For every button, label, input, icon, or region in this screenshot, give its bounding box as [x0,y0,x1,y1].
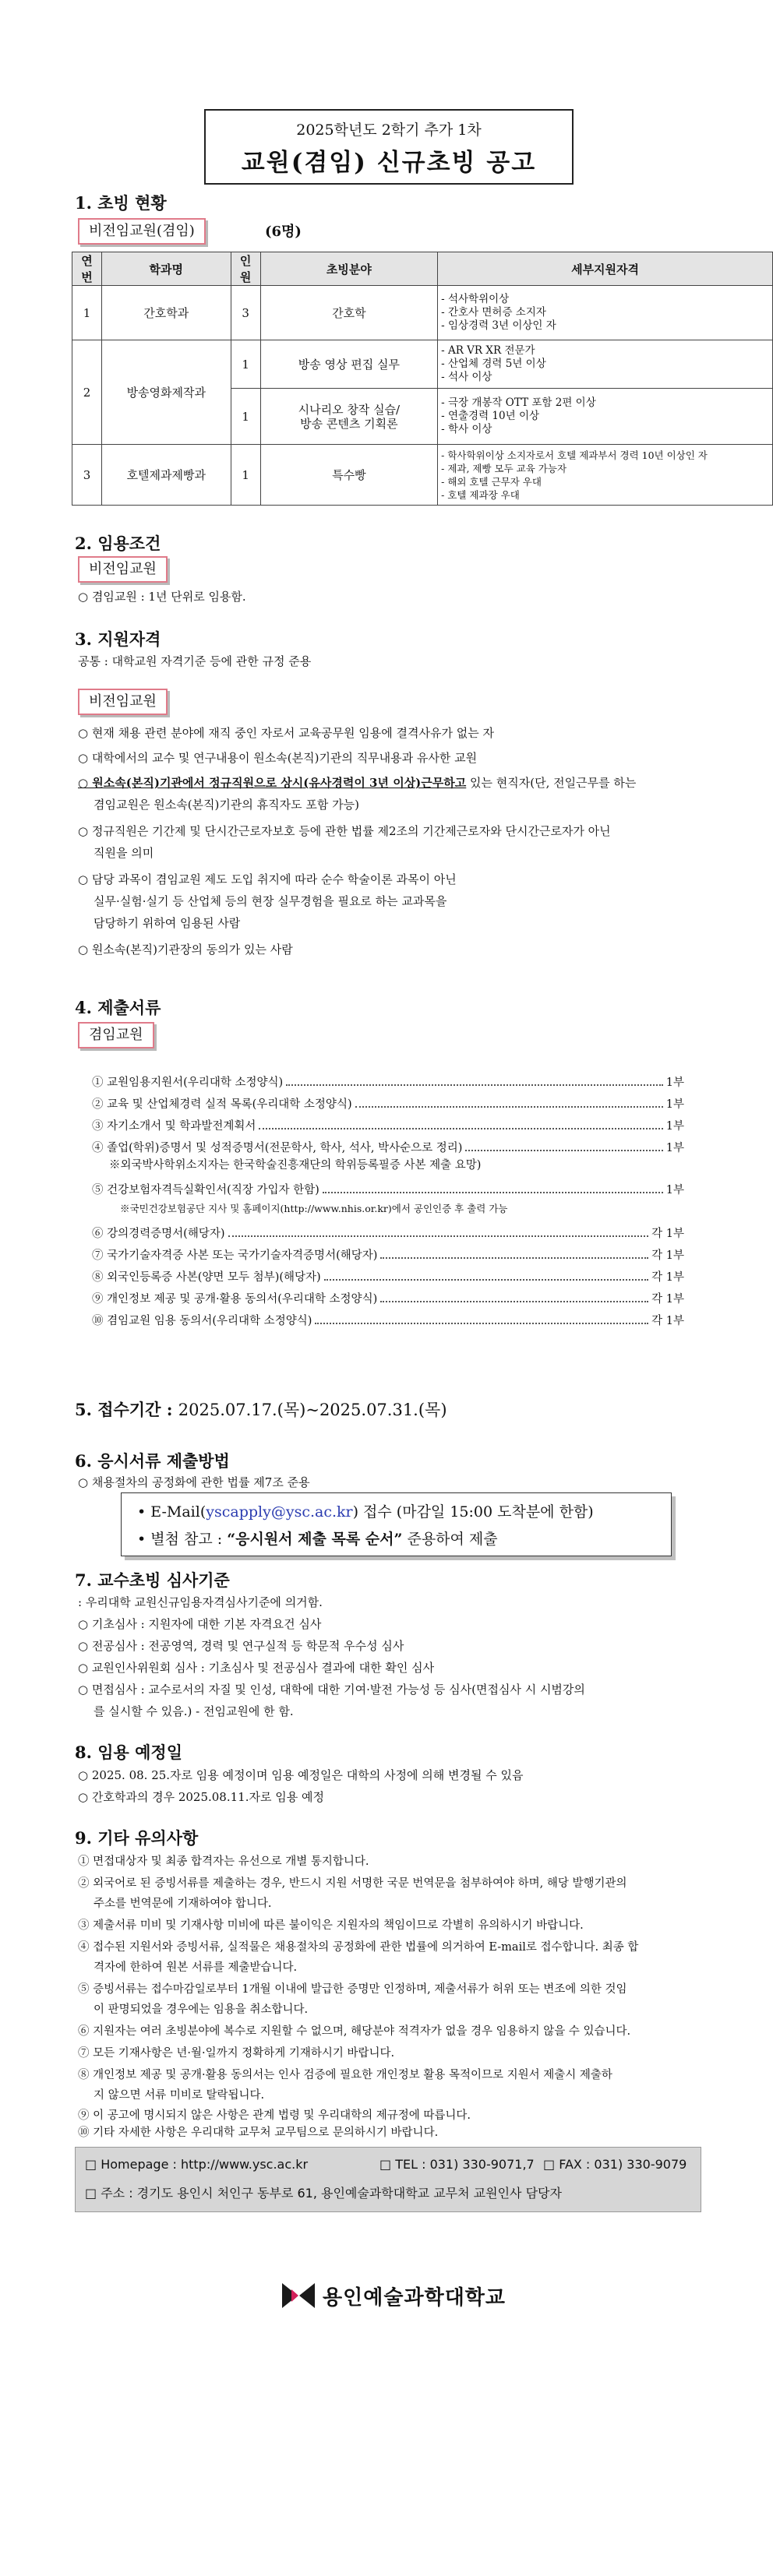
qualification-line: - 임상경력 3년 이상인 자 [441,319,556,332]
contact-box [75,2147,701,2212]
attachment-suffix: 준용하여 제출 [402,1531,498,1548]
th-qualification: 세부지원자격 [438,252,773,286]
document-item [92,1246,684,1263]
s7-line: ○ 기초심사 : 지원자에 대한 기본 자격요건 심사 [78,1617,322,1631]
document-name: ⑨ 개인정보 제공 및 공개·활용 동의서(우리대학 소정양식) [92,1293,378,1306]
qualification-line: - 석사학위이상 [441,293,510,305]
cell-field: 방송 영상 편집 실무 [260,340,438,389]
university-logo-text: 용인예술과학대학교 [323,2285,507,2310]
document-note [109,1156,684,1172]
document-item [92,1181,684,1197]
leader-dots [228,1228,649,1237]
s7-line: ○ 면접심사 : 교수로서의 자질 및 인성, 대학에 대한 기여·발전 가능성 등 심사(면접심사 시 시범강의 [78,1683,585,1697]
qualification-line: - 연출경력 10년 이상 [441,410,540,422]
leader-dots [380,1249,648,1259]
s3-common: 공통 : 대학교원 자격기준 등에 관한 규정 준용 [78,654,312,668]
cell-no: 2 [72,340,102,445]
th-no: 연번 [72,252,102,286]
tag-non-fulltime: 비전임교원 [78,689,168,715]
note-item-cont: 주소를 번역문에 기재하여야 합니다. [94,1898,272,1910]
email-prefix: • E-Mail( [137,1503,206,1521]
homepage-link[interactable]: □ Homepage : http://www.ysc.ac.kr [85,2157,309,2172]
document-list [92,1073,684,1338]
document-name: ④ 졸업(학위)증명서 및 성적증명서(전문학사, 학사, 석사, 박사순으로 정리) [92,1142,463,1154]
field-line: 시나리오 창작 실습/ [298,402,401,417]
table-row [72,340,773,389]
note-item: ⑤ 증빙서류는 접수마감일로부터 1개월 이내에 발급한 증명만 인정하며, 제출서류가 허위 또는 변조에 의한 것임 [78,1983,627,1996]
document-item [92,1268,684,1284]
th-dept: 학과명 [101,252,231,286]
cell-count: 1 [231,389,260,445]
note-item: ① 면접대상자 및 최종 합격자는 유선으로 개별 통지합니다. [78,1855,369,1868]
s3-item-cont: 겸임교원은 원소속(본직)기관의 휴직자도 포함 가능) [94,798,359,812]
document-count: 각 1부 [651,1293,684,1306]
position-count: (6명) [265,224,302,240]
tag-non-fulltime-adjunct: 비전임교원(겸임) [78,218,206,245]
s3-item-cont: 실무·실험·실기 등 산업체 등의 현장 실무경험을 필요로 하는 교과목을 [94,894,447,908]
cell-count: 1 [231,340,260,389]
document-item [92,1073,684,1090]
address-info: □ 주소 : 경기도 용인시 처인구 동부로 61, 용인예술과학대학교 교무처 교원인사 담당자 [85,2186,562,2201]
email-line [137,1500,594,1521]
section-5-label: 5. 접수기간 : [75,1400,178,1419]
email-address-link[interactable]: yscapply@ysc.ac.kr [206,1503,353,1521]
s3-item: ○ 원소속(본직)기관장의 동의가 있는 사람 [78,943,293,957]
s3-item: ○ 현재 채용 관련 분야에 재직 중인 자로서 교육공무원 임용에 결격사유가 없는 자 [78,726,494,740]
document-name: ⑧ 외국인등록증 사본(양면 모두 첨부)(해당자) [92,1271,321,1284]
document-item [92,1225,684,1241]
cell-dept: 간호학과 [101,286,231,340]
section-3-title: 3. 지원자격 [75,629,161,649]
s3-item-cont: 담당하기 위하여 임용된 사람 [94,916,241,930]
qualification-line: - 학사학위이상 소지자로서 호텔 제과부서 경력 10년 이상인 자 [441,449,708,461]
document-name: ① 교원임용지원서(우리대학 소정양식) [92,1077,284,1089]
leader-dots [324,1271,648,1281]
th-field: 초빙분야 [260,252,438,286]
cell-qualification [438,340,773,389]
qualification-line: - 석사 이상 [441,371,492,383]
table-row [72,286,773,340]
section-4-title: 4. 제출서류 [75,998,161,1017]
leader-dots [286,1077,663,1086]
document-count: 1부 [665,1142,684,1154]
document-name: ③ 자기소개서 및 학과발전계획서 [92,1120,256,1133]
document-count: 각 1부 [651,1271,684,1284]
cell-field: 특수빵 [260,445,438,506]
s6-line: ○ 채용절차의 공정화에 관한 법률 제7조 준용 [78,1475,310,1489]
note-item: ⑥ 지원자는 여러 초빙분야에 복수로 지원할 수 없으며, 해당분야 적격자가 없을 경우 임용하지 않을 수 있습니다. [78,2025,631,2038]
note-item-cont: 지 않으면 서류 미비로 탈락됩니다. [94,2089,265,2102]
qualification-line: - 해외 호텔 근무자 우대 [441,475,542,488]
qualification-line: - 간호사 면허증 소지자 [441,306,546,319]
document-item [92,1117,684,1133]
s3-item: ○ 담당 과목이 겸임교원 제도 도입 취지에 따라 순수 학술이론 과목이 아닌 [78,872,457,886]
submission-box [121,1492,672,1556]
document-count: 1부 [665,1120,684,1133]
university-logo-icon [281,2280,316,2311]
note-item-cont: 이 판명되었을 경우에는 임용을 취소합니다. [94,2003,309,2016]
cell-count: 3 [231,286,260,340]
document-note-text: ※국민건강보험공단 지사 및 홈페이지(http://www.nhis.or.kr)에서 공인인증 후 출력 가능 [120,1203,508,1214]
s3-item-rest: 있는 현직자(단, 전일근무를 하는 [466,776,637,790]
qualification-line: - AR VR XR 전문가 [441,344,535,357]
fax-info: □ FAX : 031) 330-9079 [543,2157,687,2172]
field-line: 방송 콘텐츠 기획론 [300,416,398,431]
leader-dots [259,1120,662,1129]
document-name: ⑦ 국가기술자격증 사본 또는 국가기술자격증명서(해당자) [92,1249,378,1262]
header-title: 교원(겸임) 신규초빙 공고 [241,149,537,177]
s7-line: ○ 전공심사 : 전공영역, 경력 및 연구실적 등 학문적 우수성 심사 [78,1639,404,1653]
s3-item: ○ 정규직원은 기간제 및 단시간근로자보호 등에 관한 법률 제2조의 기간제근로자와 단시간근로자가 아닌 [78,824,611,838]
note-item: ⑦ 모든 기재사항은 년·월·일까지 정확하게 기재하시기 바랍니다. [78,2047,395,2060]
document-count: 각 1부 [651,1315,684,1327]
document-count: 1부 [665,1077,684,1089]
cell-no: 1 [72,286,102,340]
cell-qualification [438,286,773,340]
header-subtitle: 2025학년도 2학기 추가 1차 [296,122,482,139]
s8-line: ○ 2025. 08. 25.자로 임용 예정이며 임용 예정일은 대학의 사정에 의해 변경될 수 있음 [78,1768,524,1782]
attachment-line [137,1528,498,1549]
s3-item-cont: 직원을 의미 [94,846,154,860]
note-item: ⑩ 기타 자세한 사항은 우리대학 교무처 교무팀으로 문의하시기 바랍니다. [78,2127,439,2139]
section-2-title: 2. 임용조건 [75,534,161,553]
th-count: 인원 [231,252,260,286]
document-count: 각 1부 [651,1249,684,1262]
tel-info: □ TEL : 031) 330-9071,7 [379,2157,535,2172]
s2-line: ○ 겸임교원 : 1년 단위로 임용함. [78,590,246,604]
document-note-text: ※외국박사학위소지자는 한국학술진흥재단의 학위등록필증 사본 제출 요망) [109,1159,482,1172]
header-box [204,109,574,185]
attachment-emphasis: “응시원서 제출 목록 순서” [227,1531,403,1548]
note-item: ② 외국어로 된 증빙서류를 제출하는 경우, 반드시 지원 서명한 국문 번역문을 첨부하여야 하며, 해당 발행기관의 [78,1877,627,1890]
cell-qualification [438,389,773,445]
qualification-line: - 산업체 경력 5년 이상 [441,358,546,370]
cell-no: 3 [72,445,102,506]
application-period: 2025.07.17.(목)~2025.07.31.(목) [178,1401,447,1419]
document-count: 1부 [665,1098,684,1111]
cell-field [260,389,438,445]
document-name: ⑩ 겸임교원 임용 동의서(우리대학 소정양식) [92,1315,312,1327]
note-item: ⑧ 개인정보 제공 및 공개·활용 동의서는 인사 검증에 필요한 개인정보 활용 목적이므로 지원서 제출시 제출하 [78,2069,612,2081]
leader-dots [315,1315,648,1324]
s3-item [78,774,636,791]
section-9-title: 9. 기타 유의사항 [75,1828,199,1848]
section-1-title: 1. 초빙 현황 [75,193,167,213]
leader-dots [380,1293,648,1302]
document-name: ⑤ 건강보험자격득실확인서(직장 가입자 한함) [92,1184,319,1196]
cell-dept: 호텔제과제빵과 [101,445,231,506]
section-5-title [75,1397,447,1421]
section-8-title: 8. 임용 예정일 [75,1743,182,1762]
document-name: ⑥ 강의경력증명서(해당자) [92,1228,225,1240]
qualification-line: - 호텔 제과장 우대 [441,488,520,501]
positions-table [72,252,773,506]
leader-dots [465,1142,662,1151]
qualification-line: - 제과, 제빵 모두 교육 가능자 [441,462,567,474]
cell-qualification [438,445,773,506]
email-suffix: ) 접수 (마감일 15:00 도착분에 한함) [352,1503,594,1521]
table-row [72,445,773,506]
cell-field: 간호학 [260,286,438,340]
leader-dots [323,1184,663,1193]
section-7-title: 7. 교수초빙 심사기준 [75,1570,230,1590]
s3-item-emphasis: ○ 원소속(본직)기관에서 정규직원으로 상시(유사경력이 3년 이상)근무하고 [78,776,467,790]
note-item-cont: 격자에 한하여 원본 서류를 제출받습니다. [94,1961,298,1974]
attachment-prefix: • 별첨 참고 : [137,1531,228,1548]
s7-line: ○ 교원인사위원회 심사 : 기초심사 및 전공심사 결과에 대한 확인 심사 [78,1661,435,1675]
qualification-line: - 극장 개봉작 OTT 포함 2편 이상 [441,396,596,409]
document-name: ② 교육 및 산업체경력 실적 목록(우리대학 소정양식) [92,1098,352,1111]
cell-dept: 방송영화제작과 [101,340,231,445]
note-item: ④ 접수된 지원서와 증빙서류, 실적물은 채용절차의 공정화에 관한 법률에 의거하여 E-mail로 접수합니다. 최종 합 [78,1941,639,1954]
tag-adjunct: 겸임교원 [78,1022,154,1048]
cell-count: 1 [231,445,260,506]
university-logo [281,2278,506,2313]
qualification-line: - 학사 이상 [441,423,492,435]
note-item: ③ 제출서류 미비 및 기재사항 미비에 따른 불이익은 지원자의 책임이므로 각별히 유의하시기 바랍니다. [78,1919,584,1932]
document-item [92,1290,684,1306]
s7-line: : 우리대학 교원신규임용자격심사기준에 의거함. [78,1595,323,1609]
leader-dots [355,1098,663,1108]
tag-non-fulltime: 비전임교원 [78,556,168,583]
s7-line-cont: 를 실시할 수 있음.) - 전임교원에 한 함. [94,1704,294,1718]
document-count: 1부 [665,1184,684,1196]
s3-item: ○ 대학에서의 교수 및 연구내용이 원소속(본직)기관의 직무내용과 유사한 교원 [78,751,478,765]
document-item [92,1312,684,1328]
document-note [120,1201,684,1215]
document-item [92,1095,684,1112]
s8-line: ○ 간호학과의 경우 2025.08.11.자로 임용 예정 [78,1790,324,1804]
section-6-title: 6. 응시서류 제출방법 [75,1451,230,1471]
document-count: 각 1부 [651,1228,684,1240]
note-item: ⑨ 이 공고에 명시되지 않은 사항은 관계 법령 및 우리대학의 제규정에 따릅니다. [78,2109,471,2122]
document-item [92,1139,684,1155]
